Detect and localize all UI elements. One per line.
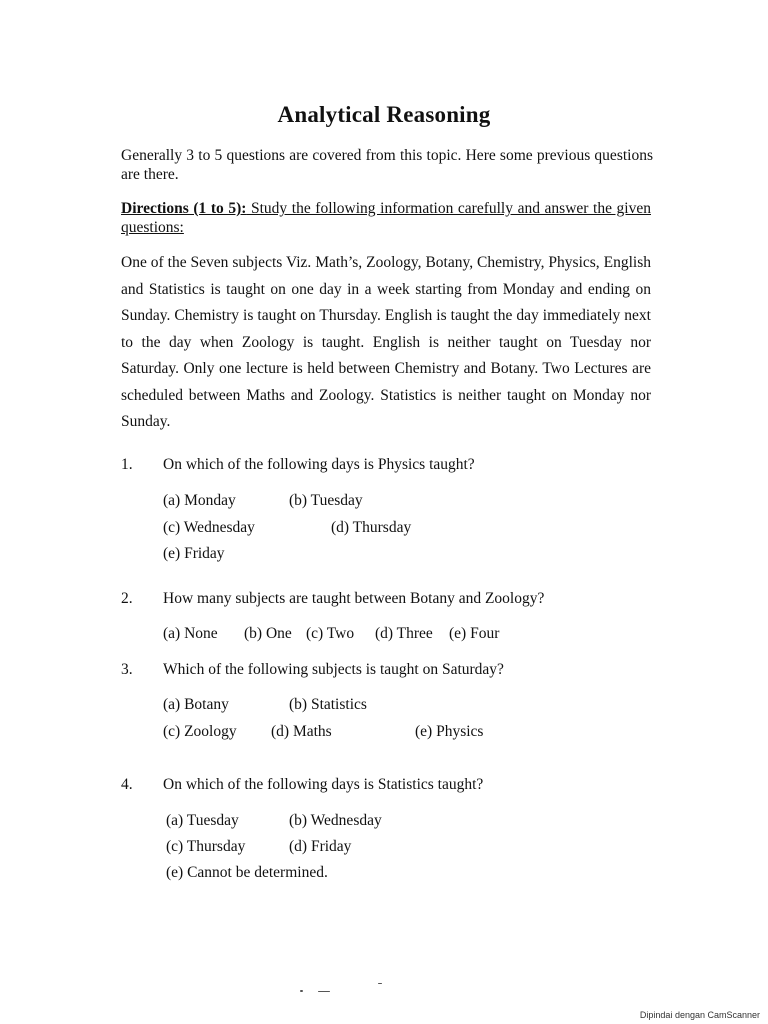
- directions-label: Directions (1 to 5):: [121, 200, 247, 217]
- option-e: (e) Cannot be determined.: [166, 864, 328, 881]
- directions-paragraph: [121, 199, 651, 237]
- question-number: 2.: [121, 590, 133, 607]
- option-d: (d) Friday: [289, 838, 352, 855]
- option-c: (c) Zoology: [163, 723, 237, 740]
- option-e: (e) Friday: [163, 545, 225, 562]
- scan-speck: [378, 983, 382, 984]
- directions-text: Study the following information carefully and answer the given questions:: [121, 200, 651, 236]
- option-a: (a) None: [163, 625, 218, 642]
- page-title: Analytical Reasoning: [277, 102, 491, 127]
- option-c: (c) Wednesday: [163, 519, 255, 536]
- option-b: (b) Wednesday: [289, 812, 382, 829]
- question-text: Which of the following subjects is taught on Saturday?: [163, 661, 504, 678]
- scanner-watermark: Dipindai dengan CamScanner: [639, 1010, 760, 1020]
- option-b: (b) Tuesday: [289, 492, 363, 509]
- question-text: How many subjects are taught between Botany and Zoology?: [163, 590, 545, 607]
- question-text: On which of the following days is Statistics taught?: [163, 776, 484, 793]
- option-b: (b) Statistics: [289, 696, 367, 713]
- question-text: On which of the following days is Physics taught?: [163, 456, 475, 473]
- option-c: (c) Two: [306, 625, 355, 642]
- scan-speck: [318, 991, 330, 992]
- option-e: (e) Four: [449, 625, 500, 642]
- option-b: (b) One: [244, 625, 292, 642]
- question-number: 3.: [121, 661, 133, 678]
- option-a: (a) Monday: [163, 492, 236, 509]
- question-number: 4.: [121, 776, 133, 793]
- option-c: (c) Thursday: [166, 838, 246, 855]
- option-e: (e) Physics: [415, 723, 484, 740]
- option-a: (a) Tuesday: [166, 812, 239, 829]
- passage-paragraph: One of the Seven subjects Viz. Math’s, Zoology, Botany, Chemistry, Physics, English and Statistics is taught on one day in a week starting from Monday and ending on Sunday. Chemistry is taught on Thursday. English is taught the day immediately next to the day when Zoology is taught. English is neither taught on Tuesday nor Saturday. Only one lecture is held between Chemistry and Botany. Two Lectures are scheduled between Maths and Zoology. Statistics is neither taught on Monday nor Sunday.: [121, 254, 651, 430]
- option-a: (a) Botany: [163, 696, 229, 713]
- intro-paragraph: Generally 3 to 5 questions are covered from this topic. Here some previous questions are there.: [121, 147, 653, 183]
- question-number: 1.: [121, 456, 133, 473]
- option-d: (d) Thursday: [331, 519, 412, 536]
- scan-speck: [300, 990, 303, 992]
- option-d: (d) Maths: [271, 723, 332, 740]
- option-d: (d) Three: [375, 625, 433, 642]
